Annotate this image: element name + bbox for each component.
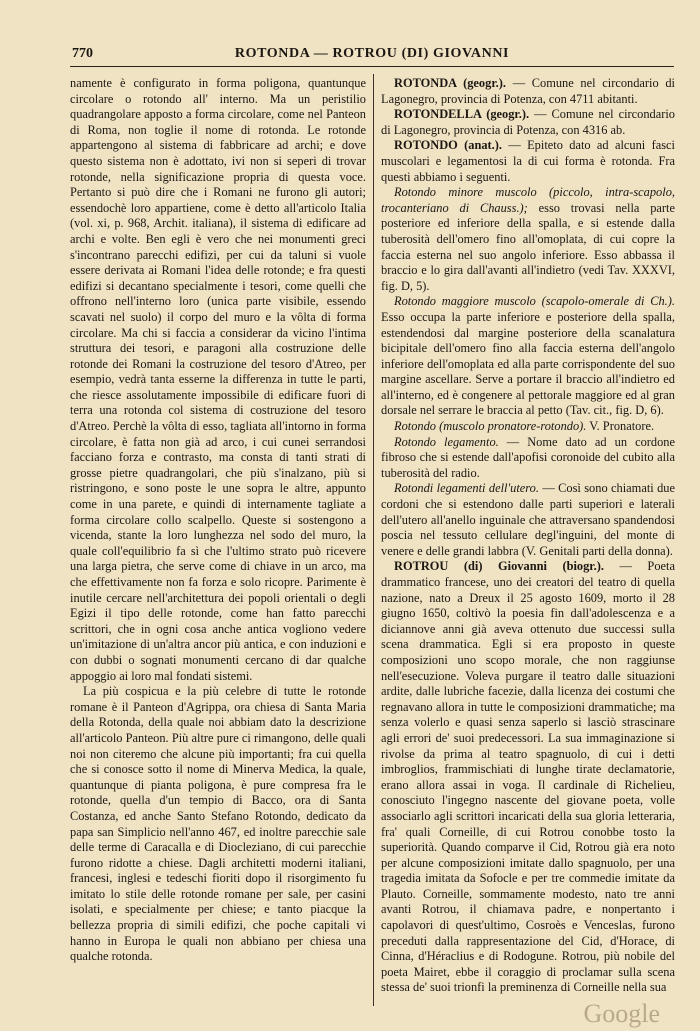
entry-headword: Rotondi legamenti dell'utero. <box>394 481 539 496</box>
entry-rotrou <box>381 559 675 996</box>
entry-text: — Comune nel circondario di Lagonegro, provincia di Potenza, con 4711 abitanti. <box>381 76 675 106</box>
left-column <box>70 76 366 1006</box>
entry-rotondo-anat <box>381 138 675 185</box>
column-rule <box>373 74 374 1006</box>
entry-rotondo-maggiore <box>381 294 675 419</box>
page-number: 770 <box>72 46 93 61</box>
entry-headword: Rotondo minore muscolo (piccolo, intra-scapolo, trocanteriano di Chauss.); <box>381 185 675 215</box>
entry-text: — Poeta drammatico francese, uno dei creatori del teatro di quella nazione, nato a Dreux il 25 agosto 1609, morto il 28 giugno 1650, coltivò la poesia fin dall'adolescenza e a diciannove anni già aveva ottenuto due successi sulla scena drammatica. Egli si era proposto in queste composizioni uno scopo morale, che non raggiunse nell'esecuzione. Voleva purgare il teatro dalle situazioni ardite, dalle lubriche facezie, dalla licenza dei costumi che regnavano allora in tutte le composizioni drammatiche; ma senza volerlo e quasi senza saperlo si lasciò strascinare agli errori de' suoi predecessori. La sua immaginazione si rivolse da prima al teatro spagnuolo, di cui i detti imbroglios, frammischiati di lunghe tirate declamatorie, erano allora assai in voga. Il cardinale di Richelieu, conosciuto l'ingegno nascente del giovane poeta, volle associarlo agli scrittori incaricati della sua gloria letteraria, fra' quali Corneille, di cui Rotrou conobbe tosto la superiorità. Quando comparve il Cid, Rotrou già era noto per alcune composizioni imitate dallo spagnuolo, per una tragedia imitata da Sofocle e per tre commedie imitate da Plauto. Corneille, sommamente modesto, nato tre anni avanti Rotrou, il chiamava padre, e nonpertanto i capolavori di quest'ultimo, Cosroès e Venceslas, furono preceduti dalla rappresentazione del Cid, d'Horace, di Cinna, d'Héraclius e di Rodogune. Rotrou, più nobile del poeta Mairet, ebbe il coraggio di proclamar sulla scena stessa de' suoi trionfi la preminenza di Corneille nella sua <box>381 559 675 995</box>
entry-text: — Così sono chiamati due cordoni che si estendono dalle parti superiori e laterali dell'utero all'anello inguinale che attraversano spandendosi poscia nel tessuto cellulare degl'inguini, del monte di venere e delle grandi labbra (V. Genitali parti della donna). <box>381 481 675 558</box>
entry-text: esso trovasi nella parte posteriore ed inferiore della spalla, e si estende dalla tuberosità dell'omero fino all'omoplata, di cui copre la faccia esterna nel suo angolo inferiore. Esso abbassa il braccio e lo gira dall'avanti all'indietro (vedi Tav. XXXVI, fig. D, 5). <box>381 200 675 293</box>
entry-headword: ROTONDA (geogr.). <box>394 76 506 90</box>
entry-text: — Nome dato ad un cordone fibroso che si estende dall'apofisi coronoide del cubito alla tuberosità del radio. <box>381 434 675 480</box>
entry-rotondo-minore <box>381 185 675 294</box>
page-header <box>70 44 674 67</box>
entry-headword: ROTONDO (anat.). <box>394 138 503 153</box>
watermark: Google <box>583 999 660 1028</box>
entry-headword: ROTROU (di) Giovanni (biogr.). <box>394 559 604 574</box>
entry-headword: Rotondo legamento. <box>394 434 499 449</box>
right-column <box>381 76 675 1006</box>
entry-text: V. Pronatore. <box>589 419 655 434</box>
entry-text: Esso occupa la parte inferiore e posteriore della spalla, estendendosi dal margine posteriore della scanalatura bicipitale dell'omero fino alla faccia esterna dell'angolo inferiore dell'omoplata ed alla parte corrispondente del suo margine ascellare. Serve a portare il braccio all'indietro ed all'interno, ed è congenere al pettorale maggiore ed al gran dorsale nel serrare le braccia al petto (Tav. cit., fig. D, 6). <box>381 309 675 418</box>
paragraph: namente è configurato in forma poligona, quantunque circolare o rotondo all' interno. Ma un peristilio quadrangolare apposto a forma circolare, come nel Panteon di Roma, non toglie il nome di rotonda. Le rotonde appartengono al sistema di fabbricare ad archi; e dove questo sistema non è adottato, ivi non si seperi di trovar rotonde, nella significazione propria di questa voce. Pertanto si può dire che i Romani ne furono gli autori; essendochè loro appartiene, come è detto all'articolo Italia (vol. xi, p. 968, Archit. italiana), il sistema di edificare ad archi e volte. Ben egli è vero che nei monumenti greci s'incontrano parecchi edifizi, per cui da taluni si vuole essere derivata ai Romani l'idea delle rotonde; e fra questi edifizi si decantano specialmente i tesori, come quelli che offrono nell'interno loro (unica parte visibile, essendo scavati nel suolo) il corpo del muro e la vôlta di forma circolare. Ma chi si faccia a considerar da vicino l'intima struttura dei tesori, e paragoni alla costruzione delle rotonde dei Romani la costruzione del tesoro d'Atreo, per esempio, vedrà tanta esserne la differenza in tutte le parti, che riesce assolutamente impossibile di edificare fuori di terra una rotonda col sistema di costruzione del tesoro d'Atreo. Perchè la vôlta di esso, tagliata all'intorno in forma circolare, è fatta non già ad arco, i cui cunei serrandosi facciano forza e contrasto, ma consta di tanti strati di grosse pietre quadrangolari, che più s'inalzano, più si ristringono, e sono poste le une sopra le altre, appunto come in una parete, e quindi di internamente tagliate a forma circolare collo scalpello. Queste si sostengono a vicenda, stante la loro lunghezza nel sodo del muro, la quale coll'equilibrio fa sì che l'ultimo strato può ricevere una larga pietra, che serve come di chiave in un arco, ma che effettivamente non fa forza e solo ricopre. Parimente è inutile cercare nell'architettura dei popoli orientali o degli Egizi il tipo delle rotonde, come han fatto parecchi scrittori, che in ogni cosa anche antica vogliono vedere un'imitazione di un'altra ancor più antica, e con induzioni e con dubbi o sognati monumenti cercano di dar qualche appoggio ai loro mal fondati sistemi. <box>70 76 366 683</box>
entry-rotondi-legamenti-utero <box>381 481 675 559</box>
entry-headword: Rotondo (muscolo pronatore-rotondo). <box>394 419 587 434</box>
entry-rotondo-pronatore <box>381 419 675 435</box>
entry-rotondo-legamento <box>381 435 675 482</box>
entry-text: — Comune nel circondario di Lagonegro, provincia di Potenza, con 4316 ab. <box>381 107 675 137</box>
running-title: ROTONDA — ROTROU (DI) GIOVANNI <box>234 46 510 61</box>
entry-rotondella <box>381 107 675 138</box>
entry-text: — Epiteto dato ad alcuni fasci muscolari e legamentosi la di cui forma è rotonda. Fra questi abbiamo i seguenti. <box>381 138 675 184</box>
entry-rotonda-geogr <box>381 76 675 107</box>
entry-headword: ROTONDELLA (geogr.). <box>394 107 530 122</box>
entry-headword: Rotondo maggiore muscolo (scapolo-omerale di Ch.). <box>394 294 675 309</box>
paragraph: La più cospicua e la più celebre di tutte le rotonde romane è il Panteon d'Agrippa, ora chiesa di Santa Maria della Rotonda, della quale noi abbiam dato la descrizione all'articolo Panteon. Più altre pure ci rimangono, delle quali noi non citeremo che alcune più importanti; fra cui quella che si conosce sotto il nome di Minerva Medica, la quale, quantunque di pianta poligona, è pure compresa fra le rotonde, quella d'un tempio di Bacco, ora di Santa Costanza, ed anche Santo Stefano Rotondo, dedicato da papa san Simplicio nell'anno 467, ed inoltre parecchie sale delle terme di Caracalla e di Diocleziano, di cui parecchie furono ridotte a chiese. Dagli architetti moderni italiani, francesi, inglesi e tedeschi fioriti dopo il risorgimento fu imitato lo stile delle rotonde romane per sale, per casini isolati, e specialmente per chiese; e tanto piacque la bellezza propria di simili edifizi, che poche capitali vi hanno in Europa le quali non abbiano per chiesa una qualche rotonda. <box>70 684 366 964</box>
